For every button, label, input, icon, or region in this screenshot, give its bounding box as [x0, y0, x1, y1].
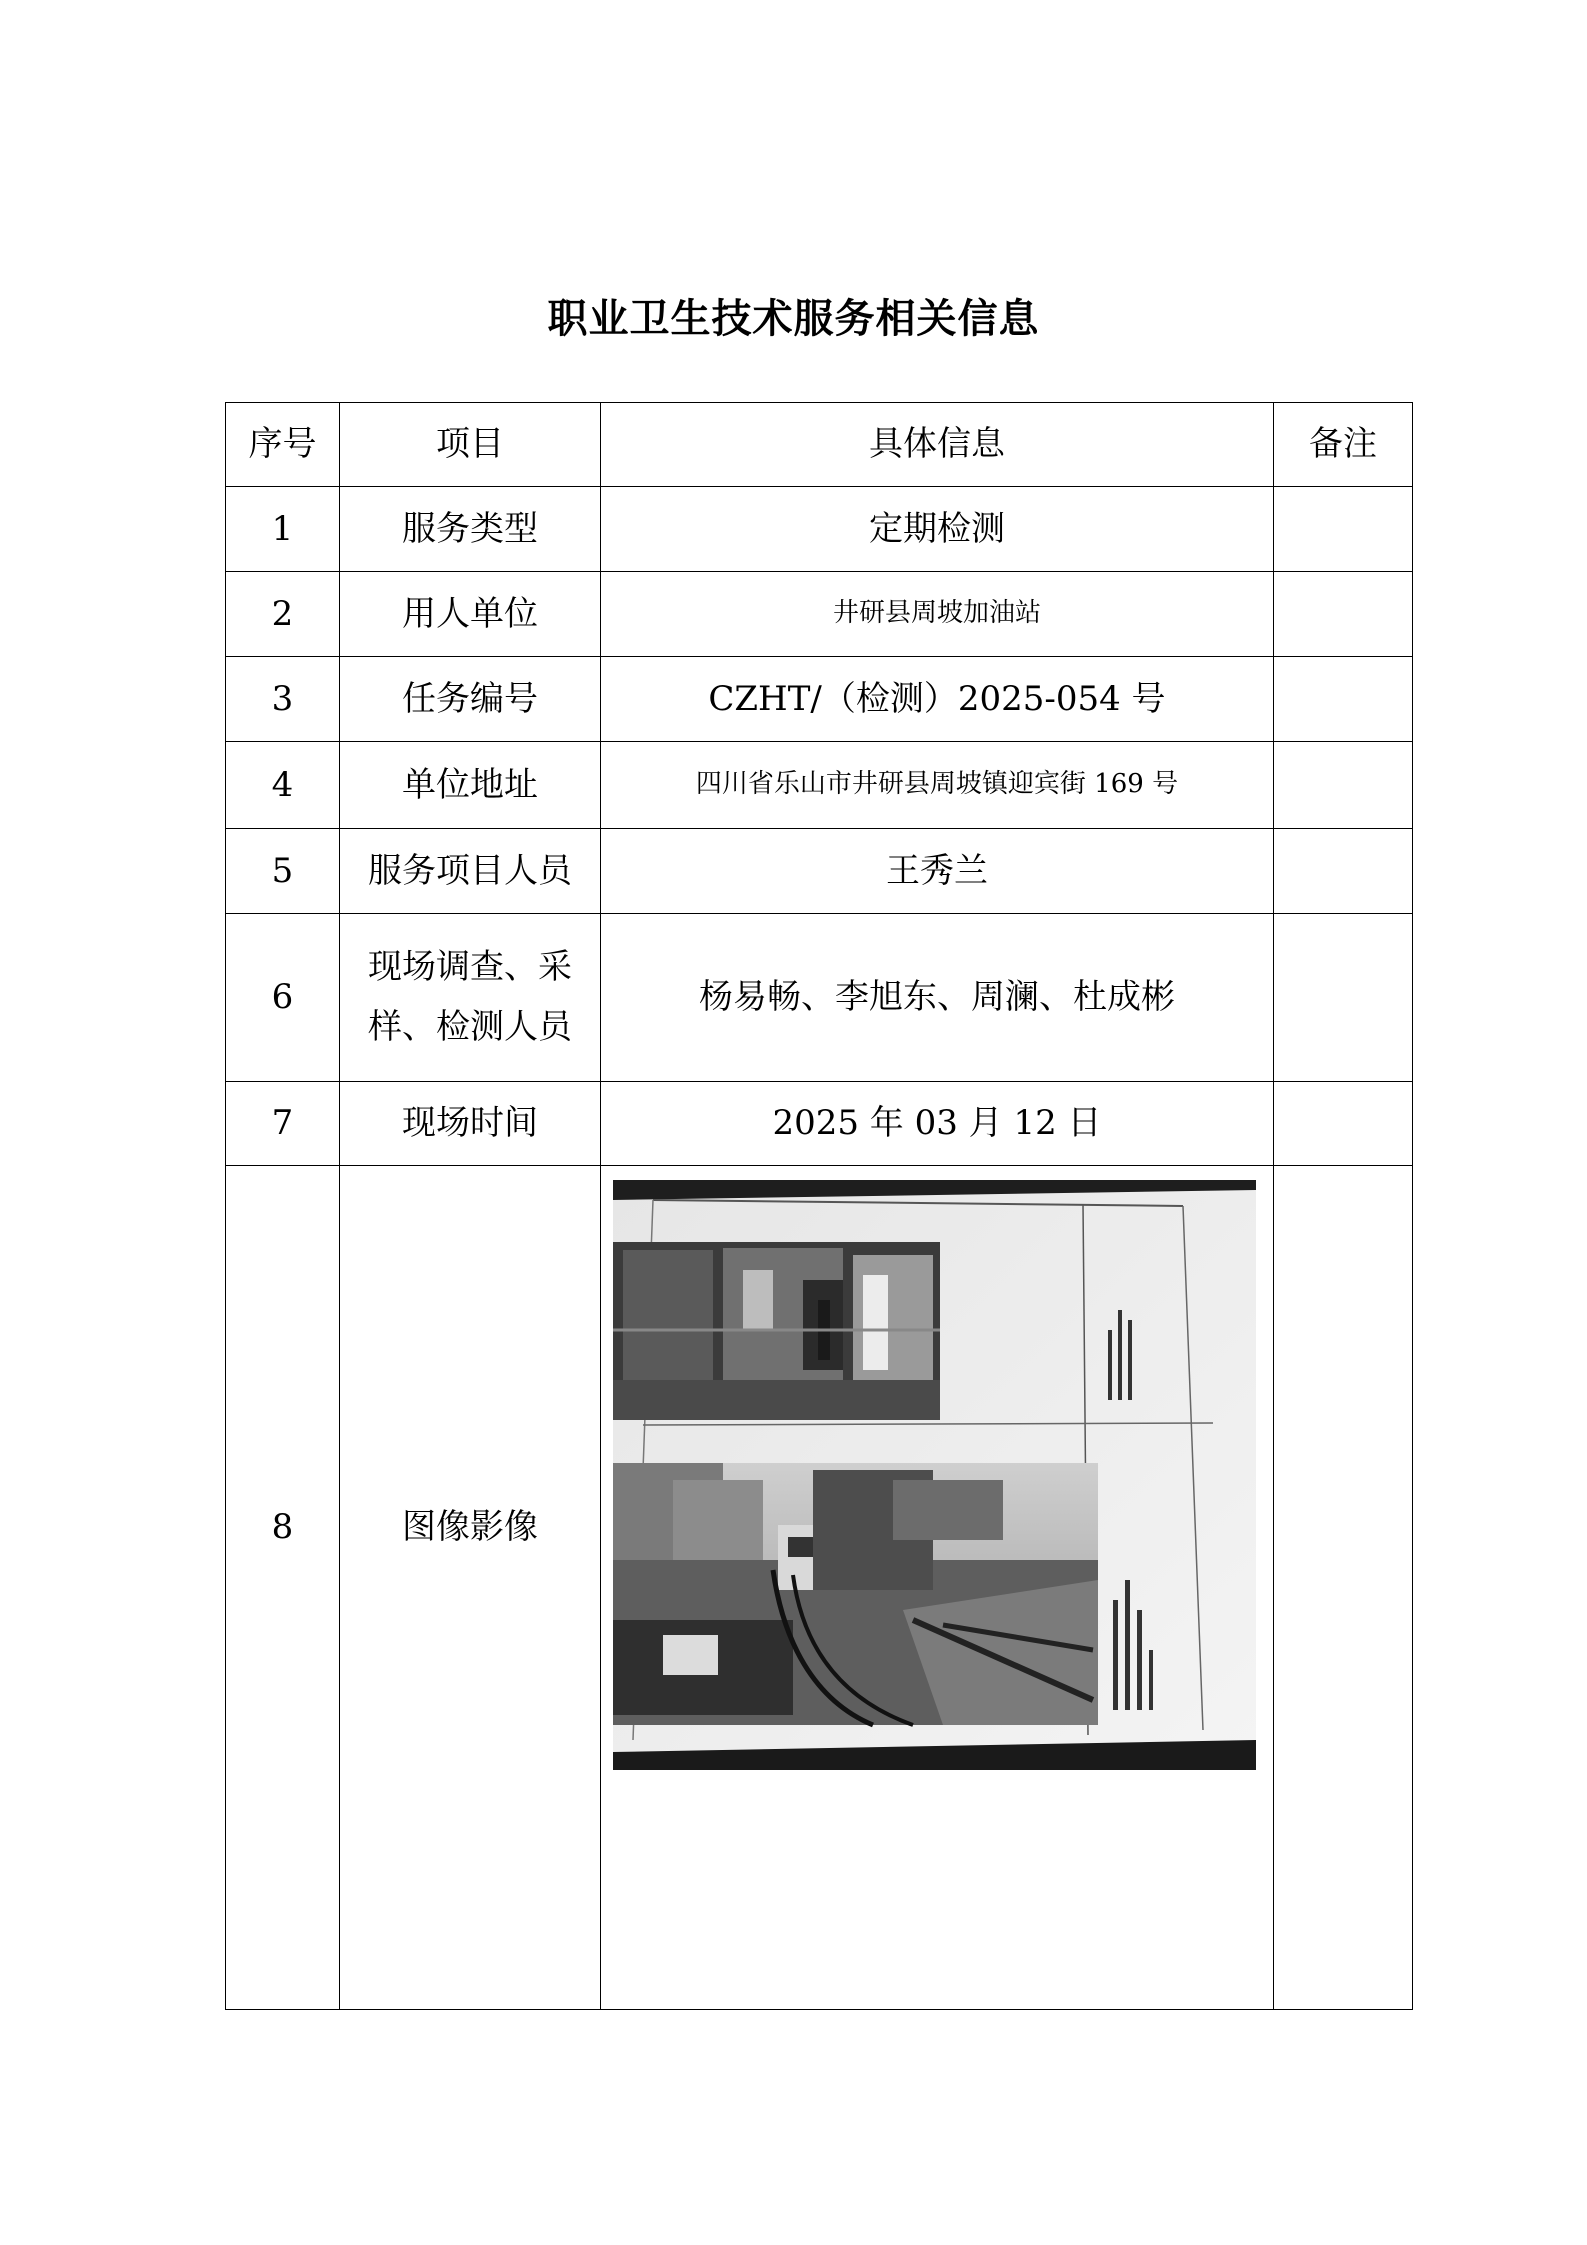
row-info: 四川省乐山市井研县周坡镇迎宾街 169 号 [601, 742, 1274, 829]
row-item: 图像影像 [340, 1166, 601, 2010]
table-row [226, 742, 1413, 829]
row-item [340, 914, 601, 1082]
row-info: 王秀兰 [601, 829, 1274, 914]
row-item: 服务类型 [340, 487, 601, 572]
row-no: 7 [226, 1082, 340, 1166]
row-item: 单位地址 [340, 742, 601, 829]
row-item: 服务项目人员 [340, 829, 601, 914]
row-note [1274, 1166, 1413, 2010]
row-item-line: 样、检测人员 [368, 1006, 572, 1047]
row-note [1274, 1082, 1413, 1166]
photo-cell [601, 1166, 1273, 2009]
row-note [1274, 742, 1413, 829]
row-no: 8 [226, 1166, 340, 2010]
table-row [226, 487, 1413, 572]
table-header-row [226, 403, 1413, 487]
table-row [226, 829, 1413, 914]
row-no: 5 [226, 829, 340, 914]
row-no: 1 [226, 487, 340, 572]
header-info: 具体信息 [601, 403, 1274, 487]
row-note [1274, 657, 1413, 742]
table-row [226, 657, 1413, 742]
row-note [1274, 829, 1413, 914]
header-note: 备注 [1274, 403, 1413, 487]
header-item: 项目 [340, 403, 601, 487]
row-info: 杨易畅、李旭东、周澜、杜成彬 [601, 914, 1274, 1082]
table-row [226, 1166, 1413, 2010]
header-no: 序号 [226, 403, 340, 487]
row-info: CZHT/（检测）2025-054 号 [601, 657, 1274, 742]
row-no: 6 [226, 914, 340, 1082]
row-info [601, 1166, 1274, 2010]
site-photo [613, 1180, 1256, 1770]
row-item: 任务编号 [340, 657, 601, 742]
row-no: 2 [226, 572, 340, 657]
table-row [226, 914, 1413, 1082]
table-row [226, 1082, 1413, 1166]
row-note [1274, 487, 1413, 572]
row-info: 定期检测 [601, 487, 1274, 572]
row-item-line: 现场调查、采 [368, 947, 572, 987]
row-info: 井研县周坡加油站 [601, 572, 1274, 657]
row-no: 4 [226, 742, 340, 829]
table-row [226, 572, 1413, 657]
row-info: 2025 年 03 月 12 日 [601, 1082, 1274, 1166]
row-item: 现场时间 [340, 1082, 601, 1166]
document-title: 职业卫生技术服务相关信息 [547, 295, 1040, 342]
row-item: 用人单位 [340, 572, 601, 657]
row-note [1274, 572, 1413, 657]
info-table [225, 402, 1413, 2010]
row-note [1274, 914, 1413, 1082]
row-no: 3 [226, 657, 340, 742]
